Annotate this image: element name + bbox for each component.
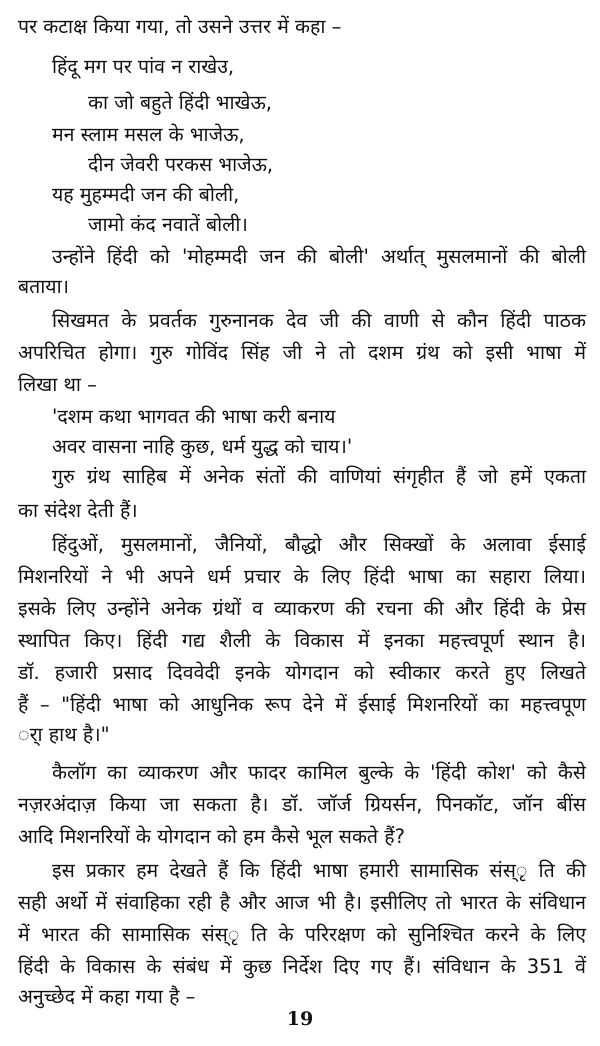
- text-line: का संदेश देती हैं।: [18, 499, 138, 522]
- text-line: लिखा था –: [18, 373, 97, 396]
- text-line: सही अर्थो में संवाहिका रही है और आज भी है। इसीलिए तो भारत के संविधान: [18, 891, 586, 914]
- text-line: आदि मिशनरियों के योगदान को हम कैसे भूल सकते हैं?: [18, 825, 405, 848]
- text-line: इसके लिए उन्होंने अनेक ग्रंथों व व्याकरण की रचना की और हिंदी के प्रेस: [18, 597, 586, 620]
- verse-line: दीन जेवरी परकस भाजेऊ,: [88, 153, 274, 176]
- text-line: हिंदी के विकास के संबंध में कुछ निर्देश दिए गए हैं। संविधान के 351 वें: [18, 955, 586, 978]
- text-line: नज़रअंदाज़ किया जा सकता है। डॉ. जॉर्ज ग्रियर्सन, पिनकॉट, जॉन बींस: [18, 793, 586, 816]
- text-line: डॉ. हजारी प्रसाद दिववेदी इनके योगदान को स्वीकार करते हुए लिखते: [18, 661, 586, 684]
- text-line: बताया।: [18, 275, 70, 298]
- text-line: गुरु ग्रंथ साहिब में अनेक संतों की वाणियां संगृहीत हैं जो हमें एकता: [52, 465, 586, 488]
- verse-line: यह मुहम्मदी जन की बोली,: [52, 183, 240, 206]
- verse-line: अवर वासना नाहि कुछ, धर्म युद्ध को चाय।': [52, 435, 353, 458]
- page-number: 19: [286, 1008, 314, 1030]
- verse-line: हिंदू मग पर पांव न राखेउ,: [52, 55, 235, 78]
- text-line: पर कटाक्ष किया गया, तो उसने उत्तर में कहा –: [18, 15, 342, 38]
- text-line: उन्होंने हिंदी को 'मोहम्मदी जन की बोली' अर्थात् मुसलमानों की बोली: [52, 245, 586, 268]
- text-line: र्ा हाथ है।": [18, 723, 110, 746]
- text-line: कैलॉग का व्याकरण और फादर कामिल बुल्के के 'हिंदी कोश' को कैसे: [52, 761, 586, 784]
- text-line: सिखमत के प्रवर्तक गुरुनानक देव जी की वाणी से कौन हिंदी पाठक: [52, 309, 586, 332]
- text-line: इस प्रकार हम देखते हैं कि हिंदी भाषा हमारी सामासिक संस्ृ ति की: [52, 859, 586, 882]
- text-line: मिशनरियों ने भी अपने धर्म प्रचार के लिए हिंदी भाषा का सहारा लिया।: [18, 565, 586, 588]
- text-line: हिंदुओं, मुसलमानों, जैनियों, बौद्धो और सिक्खों के अलावा ईसाई: [52, 533, 586, 556]
- text-line: स्थापित किए। हिंदी गद्य शैली के विकास में इनका महत्त्वपूर्ण स्थान है।: [18, 629, 586, 652]
- text-line: में भारत की सामासिक संस्ृ ति के परिरक्षण को सुनिश्चित करने के लिए: [18, 923, 586, 946]
- verse-line: मन स्लाम मसल के भाजेऊ,: [52, 123, 245, 146]
- text-line: अनुच्छेद में कहा गया है –: [18, 985, 196, 1008]
- verse-line: जामो कंद नवातें बोली।: [88, 213, 248, 236]
- verse-line: का जो बहुते हिंदी भाखेऊ,: [88, 91, 272, 114]
- text-line: अपरिचित होगा। गुरु गोविंद सिंह जी ने तो दशम ग्रंथ को इसी भाषा में: [18, 341, 586, 364]
- text-line: हैं – "हिंदी भाषा को आधुनिक रूप देने में ईसाई मिशनरियों का महत्त्वपूण: [18, 693, 586, 716]
- verse-line: 'दशम कथा भागवत की भाषा करी बनाय: [52, 405, 336, 428]
